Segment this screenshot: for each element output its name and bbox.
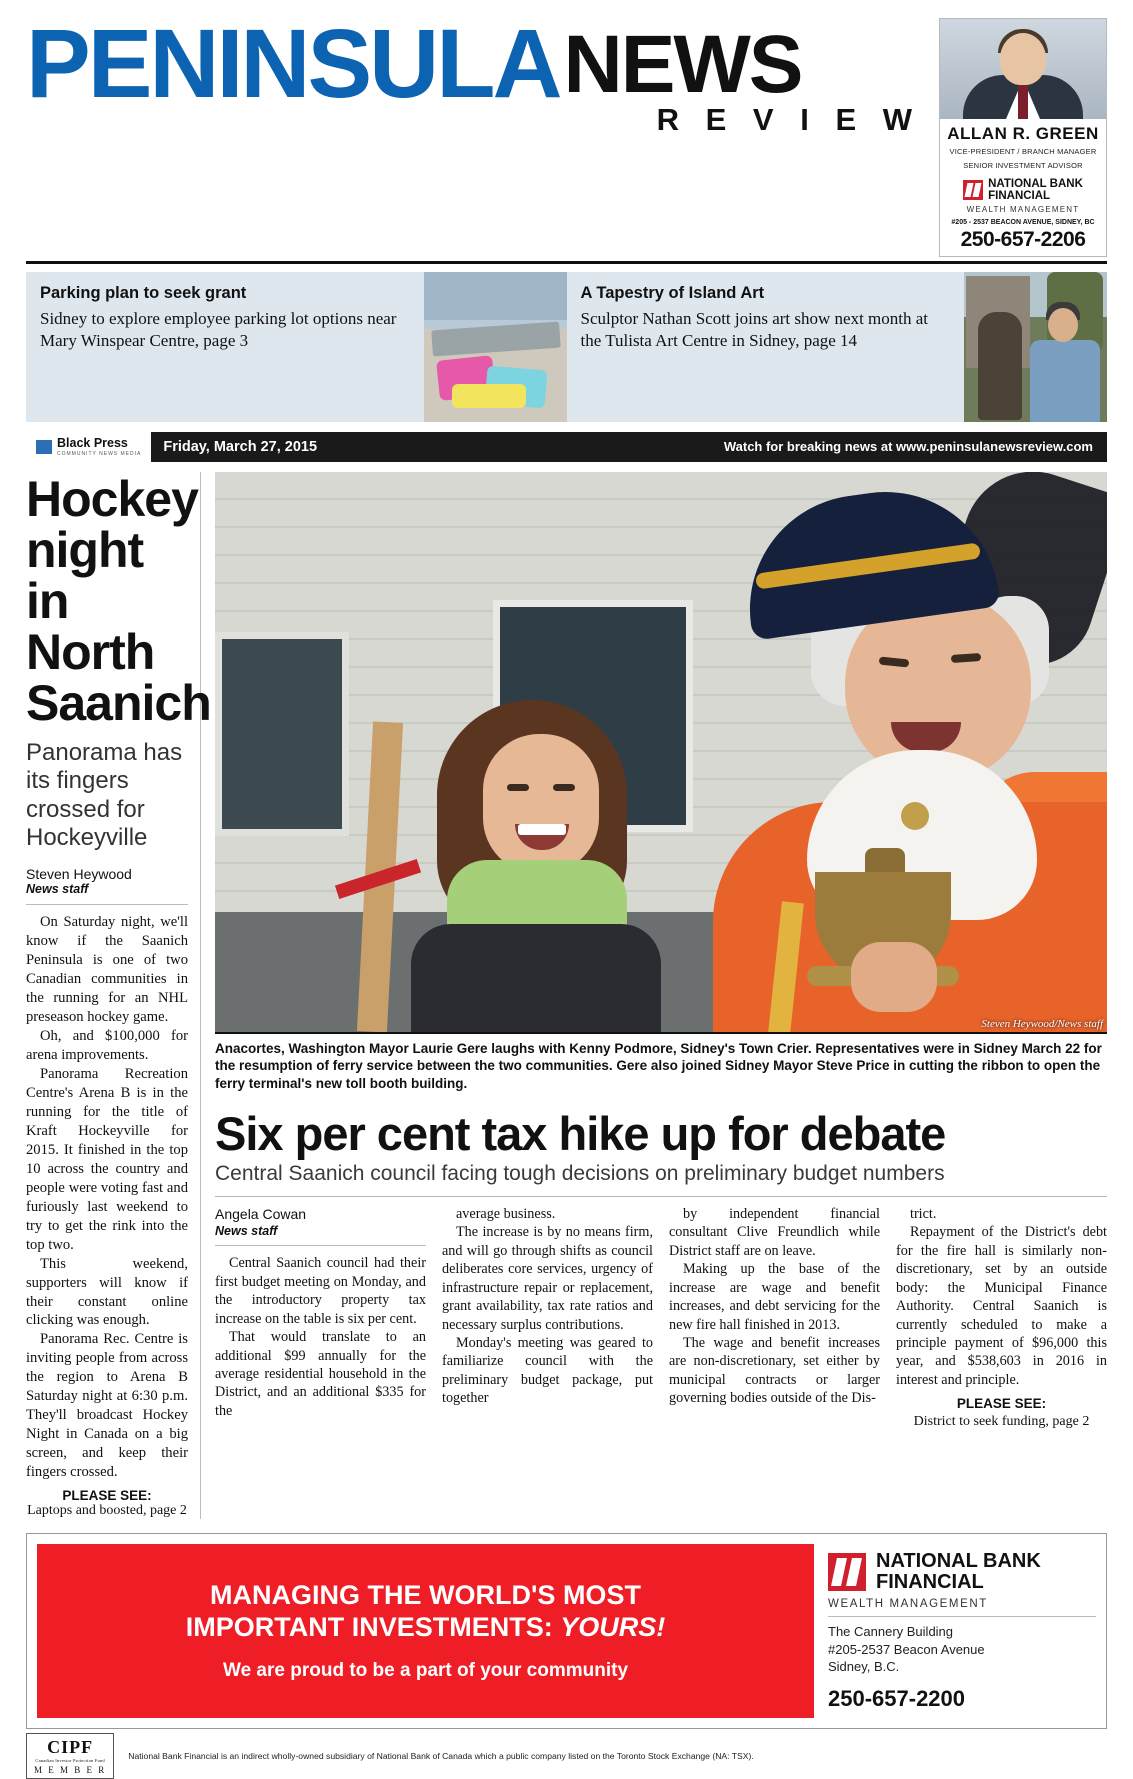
masthead-news: NEWS: [563, 19, 802, 110]
divider: [215, 1196, 1107, 1197]
teaser-body: Sculptor Nathan Scott joins art show next month at the Tulista Art Centre in Sidney, page 14: [580, 308, 929, 351]
cipf-name: CIPF: [47, 1737, 94, 1758]
agent-address: #205 - 2537 BEACON AVENUE, SIDNEY, BC: [951, 218, 1095, 226]
divider: [26, 904, 188, 905]
agent-company-line2: FINANCIAL: [988, 189, 1051, 202]
lead-paragraph: On Saturday night, we'll know if the Saanich Peninsula is one of two Canadian communities in the running for an NHL preseason hockey game.: [26, 914, 188, 1025]
masthead-peninsula: PENINSULA: [26, 9, 560, 118]
lead-see-text[interactable]: Laptops and boosted, page 2: [27, 1503, 187, 1519]
ad-address-line3: Sidney, B.C.: [828, 1659, 900, 1675]
ad-address-line1: The Cannery Building: [828, 1623, 954, 1639]
agent-company-line1: NATIONAL BANK: [988, 177, 1083, 190]
issue-date: Friday, March 27, 2015: [163, 438, 318, 455]
sculptor-photo: [964, 272, 1107, 422]
ad-line2-plain: IMPORTANT INVESTMENTS:: [185, 1612, 553, 1643]
ad-disclaimer: National Bank Financial is an indirect wholly-owned subsidiary of National Bank of Canada which a public company listed on the Toronto Stock Exchange (NA: TSX).: [128, 1751, 754, 1762]
ad-company-line2: FINANCIAL: [876, 1571, 984, 1594]
breaking-news-url[interactable]: Watch for breaking news at www.peninsulanewsreview.com: [723, 439, 1093, 455]
story-column-3: [669, 1205, 880, 1431]
story-column-4: [896, 1205, 1107, 1431]
agent-name: ALLAN R. GREEN: [947, 124, 1099, 143]
lead-story: [26, 470, 211, 1519]
agent-role-line2: SENIOR INVESTMENT ADVISOR: [963, 160, 1083, 170]
story-column-2: [442, 1205, 653, 1431]
hero-caption: Anacortes, Washington Mayor Laurie Gere laughs with Kenny Podmore, Sidney's Town Crier. Representatives were in Sidney March 22 for the resumption of ferry service between the two communities. Gere also joined Sidney Mayor Steve Price in cutting the ribbon to open the ferry terminal's new toll booth building.: [215, 1032, 1107, 1093]
cipf-subtitle: Canadian Investor Protection Fund: [35, 1758, 105, 1764]
second-byline: [215, 1205, 426, 1239]
second-story: [215, 1106, 1107, 1432]
story-paragraph: Repayment of the District's debt for the fire hall is similarly non-discretionary, set by an outside body: the Municipal Finance Authority. Central Saanich is currently scheduled to make a principle payment of $96,000 this year, and $538,603 in 2016 in interest and principle.: [896, 1224, 1107, 1388]
agent-phone[interactable]: 250-657-2206: [960, 227, 1086, 251]
lead-deck: Panorama has its fingers crossed for Hockeyville: [26, 738, 183, 851]
ad-slogan-panel: [37, 1544, 814, 1718]
agent-bank-logo: [940, 178, 1106, 202]
skatepark-photo: [424, 272, 567, 422]
teaser-row: [26, 272, 1107, 422]
story-paragraph: Monday's meeting was geared to familiarize council with the preliminary budget package, put together: [442, 1335, 653, 1407]
hero-photo: [215, 472, 1107, 1032]
ad-phone[interactable]: 250-657-2200: [828, 1685, 966, 1711]
lead-author-title: News staff: [26, 882, 89, 897]
black-press-icon: [36, 440, 52, 454]
second-deck: Central Saanich council facing tough decisions on preliminary budget numbers: [215, 1161, 945, 1185]
agent-role-line1: VICE-PRESIDENT / BRANCH MANAGER: [949, 147, 1097, 156]
masthead-title: [26, 9, 927, 138]
bottom-advertisement[interactable]: [26, 1533, 1107, 1729]
agent-photo: [940, 19, 1106, 119]
lead-paragraph: Oh, and $100,000 for arena improvements.: [26, 1027, 188, 1063]
masthead-review: R E V I E W: [656, 102, 921, 137]
story-paragraph: by independent financial consultant Clive Freundlich while District staff are on leave.: [669, 1205, 880, 1259]
agent-advertisement[interactable]: [939, 18, 1107, 257]
story-paragraph: trict.: [910, 1205, 937, 1222]
ad-address-line2: #205-2537 Beacon Avenue: [828, 1641, 985, 1657]
ad-line1: MANAGING THE WORLD'S MOST: [210, 1580, 641, 1611]
publisher-tagline: COMMUNITY NEWS MEDIA: [57, 451, 142, 458]
story-paragraph: The wage and benefit increases are non-discretionary, set either by municipal contracts or larger governing bodies outside of the Dis-: [669, 1335, 880, 1407]
second-see-label: PLEASE SEE:: [956, 1396, 1047, 1412]
story-column-1: [215, 1205, 426, 1431]
lead-see-label: PLEASE SEE:: [62, 1488, 152, 1504]
national-bank-icon: [828, 1553, 866, 1591]
second-headline: Six per cent tax hike up for debate: [215, 1106, 946, 1160]
ad-bank-logo: [828, 1551, 1096, 1594]
ad-footer: [26, 1733, 1107, 1779]
lead-author: Steven Heywood: [26, 866, 132, 883]
lead-paragraph: Panorama Recreation Centre's Arena B is in the running for the title of Kraft Hockeyville for 2015. It finished in the top 10 across the country and people were voting fast and furiously last weekend to try to get the rink into the top two.: [26, 1065, 188, 1253]
teaser-island-art[interactable]: [567, 272, 1108, 422]
agent-division: WEALTH MANAGEMENT: [966, 204, 1080, 214]
cipf-member: M E M B E R: [34, 1765, 107, 1776]
story-paragraph: That would translate to an additional $99 annually for the average residential household in the District, and an additional $335 for the: [215, 1329, 426, 1419]
ad-line2: [186, 1612, 666, 1644]
teaser-parking[interactable]: [26, 272, 567, 422]
story-paragraph: The increase is by no means firm, and will go through shifts as council deliberates core services, urgency of infrastructure repair or replacement, grant availability, tax rate ratios and necessary surplus contributions.: [442, 1224, 653, 1333]
teaser-headline: Parking plan to seek grant: [40, 283, 247, 302]
second-see-text[interactable]: District to seek funding, page 2: [913, 1413, 1090, 1429]
cipf-logo: [26, 1733, 114, 1779]
ad-tagline: We are proud to be a part of your community: [222, 1660, 629, 1682]
date-bar: [26, 432, 1107, 462]
publisher-name: Black Press: [57, 436, 128, 451]
lead-headline: Hockey night in North Saanich: [26, 470, 211, 731]
second-story-columns: [215, 1205, 1107, 1431]
teaser-headline: A Tapestry of Island Art: [580, 283, 765, 302]
ad-company-line1: NATIONAL BANK: [876, 1549, 1041, 1572]
teaser-body: Sidney to explore employee parking lot options near Mary Winspear Centre, page 3: [40, 308, 397, 351]
ad-division: WEALTH MANAGEMENT: [828, 1598, 1096, 1617]
masthead-rule: [26, 261, 1107, 264]
lead-body: [26, 913, 188, 1482]
ad-line2-italic: YOURS!: [560, 1612, 666, 1643]
lead-byline: [26, 866, 188, 896]
photo-credit: Steven Heywood/News staff: [981, 1017, 1103, 1030]
second-author-title: News staff: [215, 1224, 278, 1239]
masthead: [26, 0, 1107, 257]
lead-paragraph: This weekend, supporters will know if their constant online clicking was enough.: [26, 1255, 188, 1329]
second-author: Angela Cowan: [215, 1205, 307, 1222]
national-bank-icon: [963, 180, 983, 200]
story-paragraph: average business.: [456, 1205, 556, 1222]
ad-contact-panel: [828, 1544, 1096, 1718]
story-paragraph: Central Saanich council had their first budget meeting on Monday, and the introductory property tax increase on the table is six per cent.: [215, 1255, 426, 1327]
story-paragraph: Making up the base of the increase are wage and benefit increases, and debt servicing for the new fire hall finished in 2013.: [669, 1261, 880, 1333]
main-content: [26, 472, 1107, 1519]
lead-paragraph: Panorama Rec. Centre is inviting people from across the region to Arena B Saturday night at 6:30 p.m. They'll broadcast Hockey Night in Canada on a big screen, and keep their fingers crossed.: [26, 1331, 188, 1481]
black-press-logo[interactable]: [26, 432, 151, 462]
